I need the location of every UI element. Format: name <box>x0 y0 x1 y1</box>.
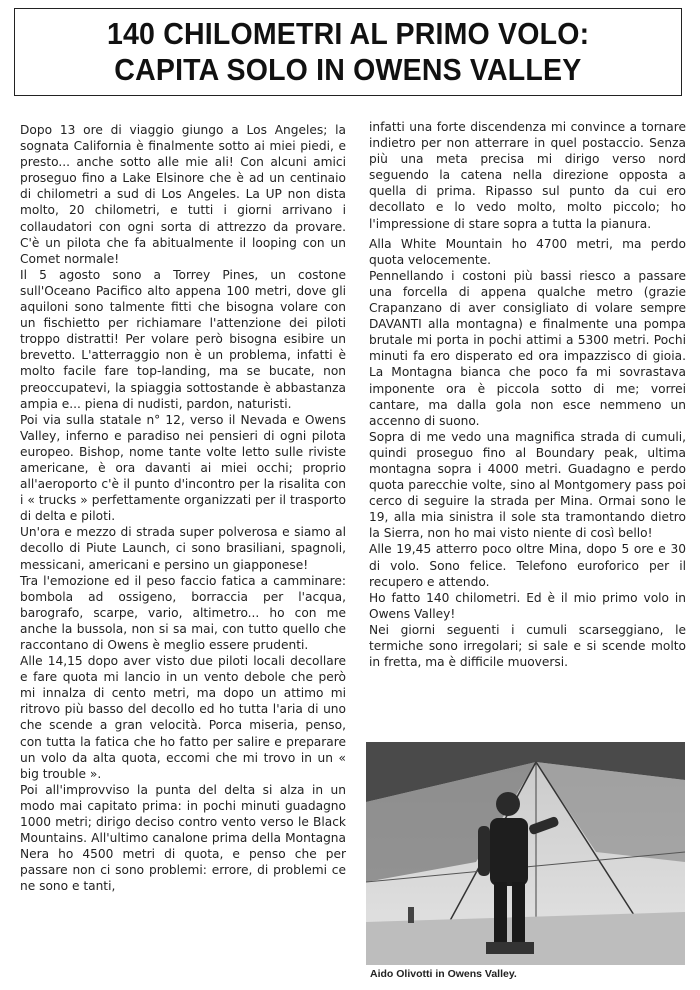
title-box <box>14 8 682 96</box>
photo-caption: Aido Olivotti in Owens Valley. <box>370 968 517 980</box>
paragraph: Alla White Mountain ho 4700 metri, ma perdo quota velocemente. <box>369 236 686 267</box>
paragraph: Il 5 agosto sono a Torrey Pines, un costone sull'Oceano Pacifico alto appena 100 metri, dove gli aquiloni sono talmente fitti che bisogna volare con un fischietto per richiamare l'attenzione dei piloti troppo distratti! Per volare però bisogna esibire un brevetto. L'atterraggio non è un problema, infatti è molto facile fare top-landing, ma se bucate, non preoccupatevi, la spiaggia sottostande è abbastanza ampia e... piena di nudisti, pardon, naturisti. <box>20 267 346 411</box>
paragraph: Alle 14,15 dopo aver visto due piloti locali decollare e fare quota mi lancio in un vento debole che però mi innalza di cento metri, ma dopo un attimo mi ritrovo più basso del decollo ed ho tutta l'aria di uno che scende a gran velocità. Porca miseria, penso, con tutta la fatica che ho fatto per salire e preparare un volo da alta quota, eccomi che mi trovo in un « big trouble ». <box>20 654 346 781</box>
paragraph: infatti una forte discendenza mi convince a tornare indietro per non atterrare in quel postaccio. Senza più una meta precisa mi dirigo verso nord seguendo la catena nella direzione opposta a quella di prima. Ripasso sul punto da cui ero decollato e lo vedo molto, molto piccolo; ho l'impressione di stare sopra a tutta la pianura. <box>369 120 686 231</box>
paragraph: Nei giorni seguenti i cumuli scarseggiano, le termiche sono irregolari; si sale e si scende molto in fretta, ma è difficile muoversi. <box>369 622 686 670</box>
paragraph: Un'ora e mezzo di strada super polverosa e siamo al decollo di Piute Launch, ci sono brasiliani, spagnoli, messicani, americani e persino un giapponese! <box>20 525 346 572</box>
left-column <box>20 122 346 895</box>
title-line-1: 140 CHILOMETRI AL PRIMO VOLO: <box>106 16 590 51</box>
paragraph: Alle 19,45 atterro poco oltre Mina, dopo 5 ore e 30 di volo. Sono felice. Telefono euroforico per il recupero e attendo. <box>369 542 686 589</box>
paragraph: Poi via sulla statale n° 12, verso il Nevada e Owens Valley, inferno e paradiso nei pensieri di ogni pilota europeo. Bishop, nome tante volte letto sulle riviste americane, è ora davanti ai miei occhi; proprio all'aeroporto c'è il punto d'incontro per la risalita con i « trucks » perfettamente organizzati per il trasporto di delta e piloti. <box>20 412 346 524</box>
paragraph: Poi all'improvviso la punta del delta si alza in un modo mai capitato prima: in pochi minuti guadagno 1000 metri; dirigo deciso contro vento verso le Black Mountains. All'ultimo canalone prima della Montagna Nera ho 4500 metri di quota, e penso che per passare non ci sono problemi: errore, di problemi ce ne sono e tanti, <box>20 782 346 894</box>
paragraph: Pennellando i costoni più bassi riesco a passare una forcella di appena qualche metro (grazie Crapanzano di aver consigliato di volare sempre DAVANTI alla montagna) e finalmente una pompa brutale mi porta in pochi attimi a 5300 metri. Pochi minuti fa ero disperato ed ora impazzisco di gioia. La Montagna bianca che poco fa mi sovrastava imponente ora è piccola sotto di me; vorrei cantare, ma dalla gola non esce nemmeno un accenno di suono. <box>369 268 686 428</box>
right-column <box>369 119 686 670</box>
paragraph: Tra l'emozione ed il peso faccio fatica a camminare: bombola ad ossigeno, borraccia per l'acqua, barografo, scarpe, vario, altimetro... ho con me anche la bussola, non si sa mai, con tutto quello che raccontano di Owens è meglio essere prudenti. <box>20 573 346 652</box>
paragraph: Dopo 13 ore di viaggio giungo a Los Angeles; la sognata California è finalmente sotto ai miei piedi, e presto... anche sotto alle mie ali! Con alcuni amici proseguo fino a Lake Elsinore che è ad un centinaio di chilometri a sud di Los Angeles. La UP non dista molto, 20 chilometri, e tutti i giorni arrivano i collaudatori con ogni sorta di attrezzo da provare. C'è un pilota che fa abitualmente il looping con un Comet normale! <box>20 123 346 266</box>
pilot-photo <box>366 742 685 965</box>
paragraph: Ho fatto 140 chilometri. Ed è il mio primo volo in Owens Valley! <box>369 590 686 621</box>
paragraph: Sopra di me vedo una magnifica strada di cumuli, quindi proseguo fino al Boundary peak, ultima montagna sopra i 4000 metri. Guadagno e perdo quota parecchie volte, sino al Montgomery pass poi cerco di seguire la strada per Mina. Ormai sono le 19, alla mia sinistra il sole sta tramontando dietro la Sierra, non ho mai visto niente di così bello! <box>369 429 686 541</box>
title-line-2: CAPITA SOLO IN OWENS VALLEY <box>114 52 582 87</box>
